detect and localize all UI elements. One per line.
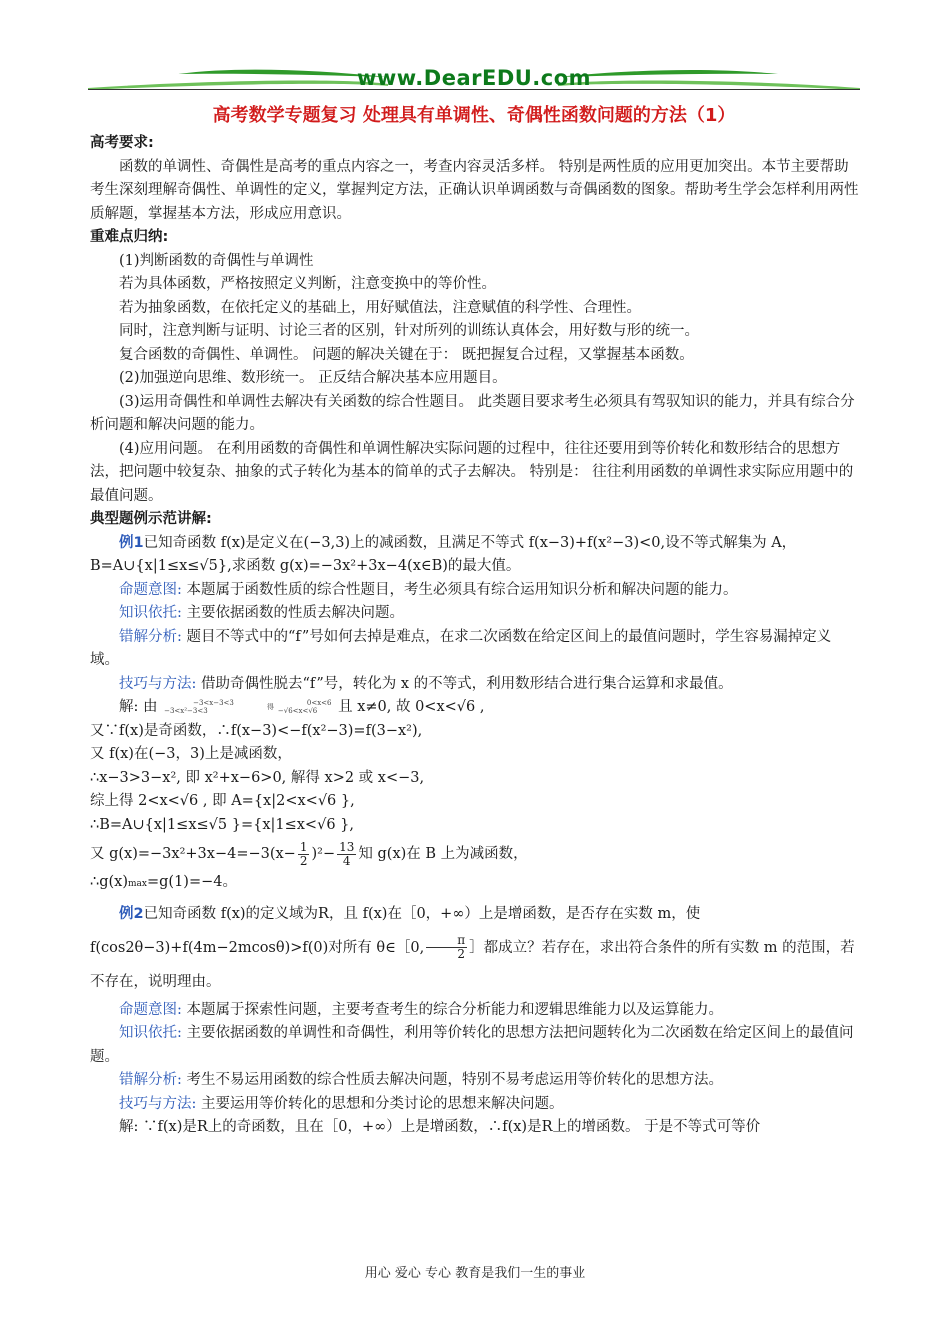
paragraph: (4)应用问题。 在利用函数的奇偶性和单调性解决实际问题的过程中，往往还要用到等价转化和数形结合的思想方法，把问题中较复杂、抽象的式子转化为基本的简单的式子去解决。 特别是： 往往利用函数的单调性求实际应用题中的最值问题。	[90, 440, 854, 504]
solution-line	[90, 871, 860, 897]
error-text: 题目不等式中的“f”号如何去掉是难点，在求二次函数在给定区间上的最值问题时，学生容易漏掉定义域。	[90, 628, 832, 668]
solution-label: 解:	[119, 699, 139, 715]
system-get: 得	[266, 703, 274, 711]
inequality-system	[278, 699, 332, 715]
solution-line: 综上得 2<x<√6 , 即 A={x|2<x<√6 },	[90, 793, 355, 809]
page-footer: 用心 爱心 专心 教育是我们一生的事业	[364, 1266, 586, 1281]
basis-line	[90, 1022, 860, 1069]
skill-tag: 技巧与方法:	[119, 1095, 197, 1112]
solution-text: 又 g(x)=−3x²+3x−4=−3(x−	[90, 846, 296, 862]
solution-line: ∴x−3>3−x², 即 x²+x−6>0, 解得 x>2 或 x<−3,	[90, 769, 425, 786]
intent-text: 本题属于探索性问题，主要考查考生的综合分析能力和逻辑思维能力以及运算能力。	[186, 1001, 723, 1018]
error-tag: 错解分析:	[119, 1072, 182, 1088]
fraction	[426, 934, 467, 961]
paragraph: 复合函数的奇偶性、单调性。 问题的解决关键在于： 既把握复合过程，又掌握基本函数。	[119, 346, 694, 363]
system-line: 0<x<6	[306, 699, 332, 707]
example-text: ］都成立？若存在，求出符合条件的所有实数 m 的范围，若不存在，说明理由。	[90, 939, 855, 990]
skill-text: 主要运用等价转化的思想和分类讨论的思想来解决问题。	[201, 1095, 564, 1112]
example-text: 已知奇函数 f(x)是定义在(−3,3)上的减函数，且满足不等式 f(x−3)+f(x²−3)<0,设不等式解集为 A，B=A∪{x|1≤x≤√5},求函数 g(x)=−3x²+3x−4(x∈B)的最大值。	[90, 534, 797, 574]
error-tag: 错解分析:	[119, 628, 182, 645]
example-text: 已知奇函数 f(x)的定义域为R，且 f(x)在［0，+∞）上是增函数，是否存在实数 m，使 f(cos2θ−3)+f(4m−2mcosθ)>f(0)对所有 θ∈［0,	[90, 905, 701, 956]
solution-text: 知 g(x)在 B 上为减函数，	[358, 846, 528, 862]
solution-line: 又∵f(x)是奇函数，∴f(x−3)<−f(x²−3)=f(3−x²),	[90, 722, 423, 739]
site-banner	[88, 64, 860, 92]
skill-text: 借助奇偶性脱去“f”号，转化为 x 的不等式，利用数形结合进行集合运算和求最值。	[201, 675, 733, 692]
article-body	[90, 132, 860, 1140]
fraction	[337, 841, 356, 868]
inequality-system	[164, 699, 234, 715]
section-heading: 重难点归纳:	[90, 229, 169, 245]
skill-line	[90, 673, 860, 697]
error-text: 考生不易运用函数的综合性质去解决问题，特别不易考虑运用等价转化的思想方法。	[186, 1072, 723, 1088]
paragraph: 若为抽象函数，在依托定义的基础上，用好赋值法，注意赋值的科学性、合理性。	[119, 299, 641, 316]
system-line: −√6<x<√6	[277, 707, 318, 715]
solution-text: =g(1)=−4。	[146, 874, 237, 890]
solution-label: 解:	[119, 1119, 139, 1135]
example-label: 例2	[119, 905, 144, 922]
skill-line	[90, 1093, 860, 1117]
example-label: 例1	[119, 534, 144, 551]
fraction-numerator: 13	[339, 839, 355, 854]
solution-text: )²−	[311, 846, 336, 862]
paragraph: (1)判断函数的奇偶性与单调性	[119, 252, 314, 269]
system-line: −3<x²−3<3	[164, 707, 208, 715]
fraction-denominator: 2	[457, 947, 465, 961]
intent-text: 本题属于函数性质的综合性题目，考生必须具有综合运用知识分析和解决问题的能力。	[186, 581, 738, 598]
system-line: −3<x−3<3	[193, 699, 234, 707]
intent-tag: 命题意图:	[119, 581, 182, 598]
subscript: max	[128, 879, 147, 889]
section-heading: 高考要求:	[90, 135, 154, 151]
solution-line	[90, 1116, 860, 1140]
example-1-stem	[90, 532, 860, 579]
solution-line	[90, 837, 860, 871]
page-title: 高考数学专题复习 处理具有单调性、奇偶性函数问题的方法（1）	[212, 105, 736, 126]
solution-line	[90, 696, 860, 720]
error-line	[90, 626, 860, 673]
solution-line: ∴B=A∪{x|1≤x≤√5 }={x|1≤x<√6 },	[90, 816, 354, 833]
skill-tag: 技巧与方法:	[119, 675, 197, 692]
solution-line: 又 f(x)在(−3，3)上是减函数，	[90, 746, 292, 762]
basis-text: 主要依据函数的单调性和奇偶性，利用等价转化的思想方法把问题转化为二次函数在给定区间上的最值问题。	[90, 1025, 854, 1065]
fraction-numerator: 1	[299, 839, 308, 854]
paragraph: 若为具体函数，严格按照定义判断，注意变换中的等价性。	[119, 276, 496, 292]
paragraph: 同时，注意判断与证明、讨论三者的区别，针对所列的训练认真体会，用好数与形的统一。	[119, 323, 699, 339]
basis-tag: 知识依托:	[119, 605, 182, 621]
example-2-stem	[90, 897, 860, 999]
basis-line	[90, 602, 860, 626]
solution-text: 且 x≠0, 故 0<x<√6 ,	[338, 699, 485, 715]
intent-line	[90, 579, 860, 603]
solution-text: ∴g(x)	[90, 874, 128, 890]
fraction-denominator: 2	[299, 853, 308, 868]
header-rule	[88, 89, 860, 90]
solution-text: 由	[143, 699, 158, 715]
intent-line	[90, 999, 860, 1023]
site-logo: www.DearEDU.com	[356, 66, 592, 90]
fraction	[298, 841, 310, 868]
fraction-numerator: π	[426, 934, 467, 948]
paragraph: 函数的单调性、奇偶性是高考的重点内容之一，考查内容灵活多样。 特别是两性质的应用更加突出。本节主要帮助考生深刻理解奇偶性、单调性的定义，掌握判定方法，正确认识单调函数与奇偶函数的图象。帮助考生学会怎样利用两性质解题，掌握基本方法，形成应用意识。	[90, 158, 859, 222]
paragraph: (3)运用奇偶性和单调性去解决有关函数的综合性题目。 此类题目要求考生必须具有驾驭知识的能力，并具有综合分析问题和解决问题的能力。	[90, 393, 855, 433]
solution-text: ∵f(x)是R上的奇函数，且在［0，+∞）上是增函数，∴f(x)是R上的增函数。 于是不等式可等价	[143, 1119, 761, 1135]
section-heading: 典型题例示范讲解:	[90, 511, 212, 527]
paragraph: (2)加强逆向思维、数形统一。 正反结合解决基本应用题目。	[119, 370, 507, 386]
basis-text: 主要依据函数的性质去解决问题。	[186, 605, 404, 621]
fraction-denominator: 4	[342, 853, 351, 868]
intent-tag: 命题意图:	[119, 1001, 182, 1018]
error-line	[90, 1069, 860, 1093]
basis-tag: 知识依托:	[119, 1025, 182, 1041]
